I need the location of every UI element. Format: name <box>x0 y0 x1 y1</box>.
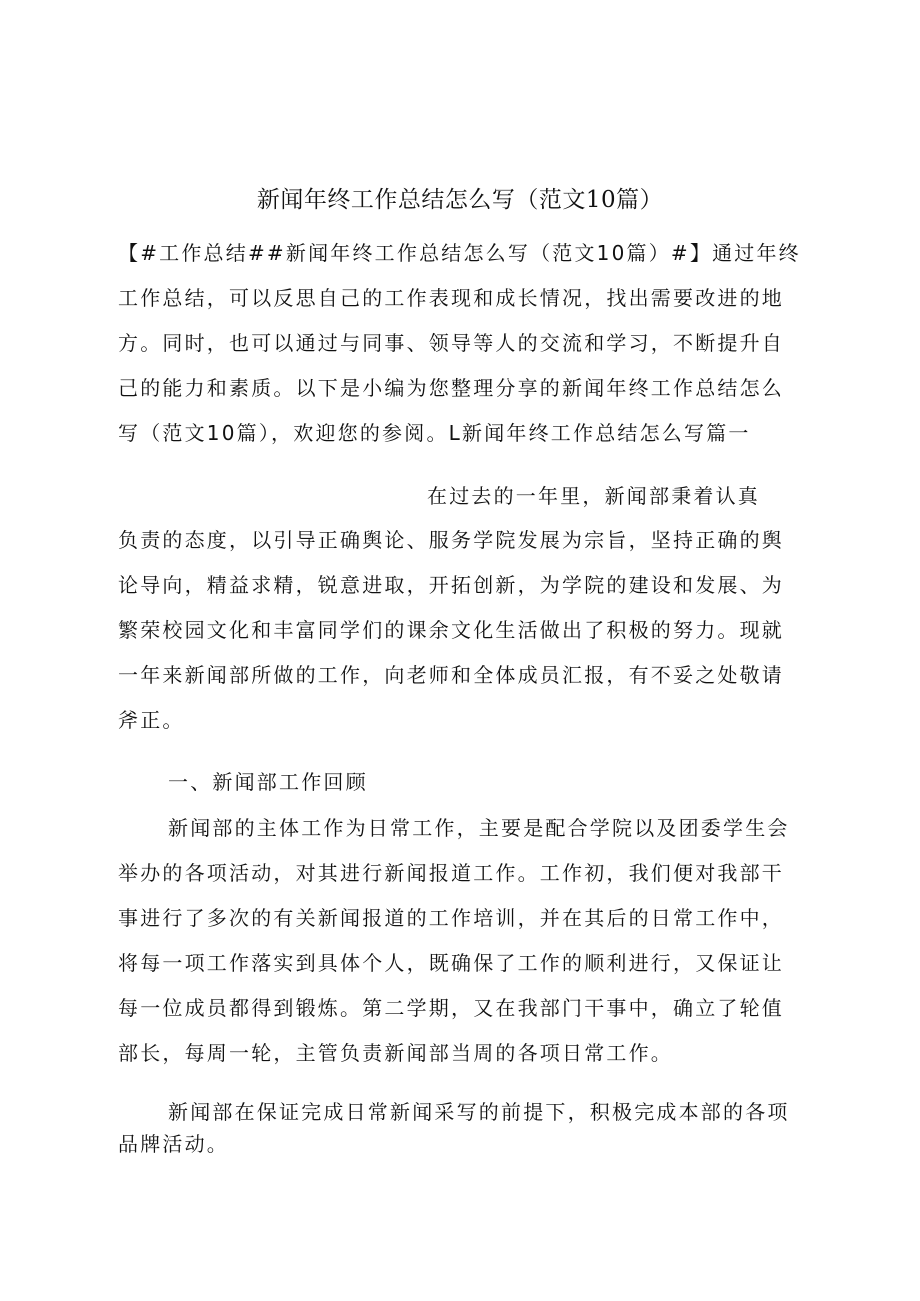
body-paragraph <box>118 518 818 743</box>
body-paragraph <box>118 1096 818 1160</box>
body-paragraph <box>118 806 818 1076</box>
section-opening-line: 在过去的一年里，新闻部秉着认真 <box>427 484 760 508</box>
text-line: 【#工作总结##新闻年终工作总结怎么写（范文10篇）#】通过年终 <box>118 241 801 265</box>
document-title: 新闻年终工作总结怎么写（范文10篇） <box>256 187 664 213</box>
section-heading <box>118 760 818 805</box>
text-line: 工作总结，可以反思自己的工作表现和成长情况，找出需要改进的地 <box>118 286 784 310</box>
text-line: 己的能力和素质。以下是小编为您整理分享的新闻年终工作总结怎么 <box>118 376 784 400</box>
text-line: 举办的各项活动，对其进行新闻报道工作。工作初，我们便对我部干 <box>118 861 784 885</box>
text-line: 写（范文10篇），欢迎您的参阅。L新闻年终工作总结怎么写篇一 <box>118 421 751 445</box>
text-line: 方。同时，也可以通过与同事、领导等人的交流和学习，不断提升自 <box>118 331 784 355</box>
text-line: 品牌活动。 <box>118 1132 229 1156</box>
text-line: 负责的态度，以引导正确舆论、服务学院发展为宗旨，坚持正确的舆 <box>118 528 784 552</box>
text-line: 每一位成员都得到锻炼。第二学期，又在我部门干事中，确立了轮值 <box>118 996 784 1020</box>
text-line: 事进行了多次的有关新闻报道的工作培训，并在其后的日常工作中， <box>118 906 784 930</box>
heading-text: 一、新闻部工作回顾 <box>168 770 368 794</box>
intro-paragraph <box>118 231 818 456</box>
text-line: 部长，每周一轮，主管负责新闻部当周的各项日常工作。 <box>118 1041 673 1065</box>
text-line: 新闻部在保证完成日常新闻采写的前提下，积极完成本部的各项 <box>168 1100 790 1124</box>
text-line: 一年来新闻部所做的工作，向老师和全体成员汇报，有不妥之处敬请 <box>118 663 784 687</box>
text-line: 将每一项工作落实到具体个人，既确保了工作的顺利进行，又保证让 <box>118 951 784 975</box>
text-line: 新闻部的主体工作为日常工作，主要是配合学院以及团委学生会 <box>168 816 790 840</box>
text-line: 论导向，精益求精，锐意进取，开拓创新，为学院的建设和发展、为 <box>118 573 784 597</box>
text-line: 繁荣校园文化和丰富同学们的课余文化生活做出了积极的努力。现就 <box>118 618 784 642</box>
text-line: 斧正。 <box>118 708 185 732</box>
